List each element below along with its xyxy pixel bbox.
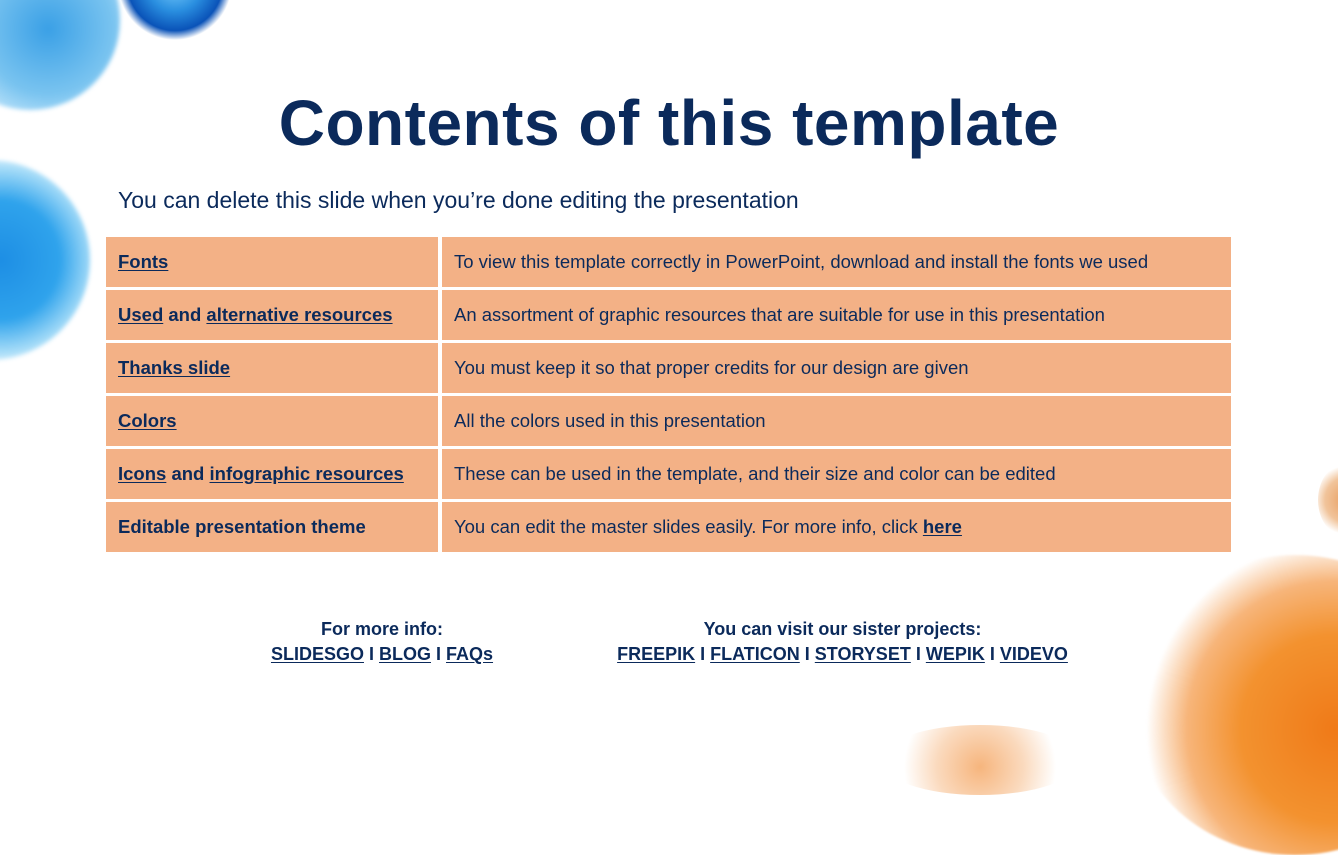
slidesgo-link[interactable]: SLIDESGO bbox=[270, 644, 364, 664]
row-title-cell bbox=[106, 290, 438, 340]
cell-text: You can edit the master slides easily. For more info, click bbox=[454, 516, 923, 537]
row-title-cell bbox=[106, 343, 438, 393]
footer-sister-projects-heading: You can visit our sister projects: bbox=[703, 619, 982, 639]
blog-link[interactable]: BLOG bbox=[379, 644, 431, 664]
table-row bbox=[106, 237, 1231, 287]
decorative-orange-blob-bottom bbox=[880, 725, 1080, 795]
icons-link[interactable]: Icons bbox=[118, 463, 167, 484]
link-separator: I bbox=[436, 644, 442, 664]
slide-title: Contents of this template bbox=[278, 87, 1060, 159]
here-link[interactable]: here bbox=[922, 516, 962, 537]
row-description-cell bbox=[442, 290, 1231, 340]
faqs-link[interactable]: FAQs bbox=[446, 644, 494, 664]
table-row bbox=[106, 396, 1231, 446]
cell-text: To view this template correctly in PowerPoint, download and install the fonts we used bbox=[454, 251, 1149, 272]
storyset-link[interactable]: STORYSET bbox=[814, 644, 911, 664]
slide-subtitle: You can delete this slide when you’re done editing the presentation bbox=[118, 187, 799, 213]
colors-link[interactable]: Colors bbox=[118, 410, 177, 431]
cell-text: and bbox=[163, 304, 207, 325]
decorative-orange-blob-bottom-right bbox=[1130, 555, 1338, 855]
wepik-link[interactable]: WEPIK bbox=[925, 644, 985, 664]
row-title-cell bbox=[106, 237, 438, 287]
link-separator: I bbox=[368, 644, 374, 664]
footer-more-info-links bbox=[262, 642, 502, 667]
table-row bbox=[106, 290, 1231, 340]
table-row bbox=[106, 502, 1231, 552]
alternative-resources-link[interactable]: alternative resources bbox=[206, 304, 393, 325]
infographic-resources-link[interactable]: infographic resources bbox=[209, 463, 404, 484]
row-description-cell bbox=[442, 502, 1231, 552]
cell-text: All the colors used in this presentation bbox=[454, 410, 766, 431]
table-row bbox=[106, 343, 1231, 393]
decorative-orange-blob-right bbox=[1318, 465, 1338, 535]
cell-text: Editable presentation theme bbox=[118, 516, 366, 537]
used-link[interactable]: Used bbox=[118, 304, 164, 325]
row-description-cell bbox=[442, 449, 1231, 499]
footer-more-info-heading: For more info: bbox=[321, 619, 443, 639]
footer-more-info bbox=[262, 617, 502, 667]
footer-sister-projects-links bbox=[590, 642, 1095, 667]
row-description-cell bbox=[442, 343, 1231, 393]
cell-text: You must keep it so that proper credits for our design are given bbox=[454, 357, 969, 378]
row-description-cell bbox=[442, 396, 1231, 446]
row-description-cell bbox=[442, 237, 1231, 287]
fonts-link[interactable]: Fonts bbox=[118, 251, 169, 272]
table-row bbox=[106, 449, 1231, 499]
freepik-link[interactable]: FREEPIK bbox=[617, 644, 696, 664]
link-separator: I bbox=[700, 644, 706, 664]
cell-text: An assortment of graphic resources that are suitable for use in this presentation bbox=[454, 304, 1105, 325]
link-separator: I bbox=[915, 644, 921, 664]
row-title-cell bbox=[106, 449, 438, 499]
row-title-cell bbox=[106, 396, 438, 446]
cell-text: These can be used in the template, and their size and color can be edited bbox=[454, 463, 1056, 484]
link-separator: I bbox=[804, 644, 810, 664]
decorative-blue-orb-top bbox=[120, 0, 230, 40]
videvo-link[interactable]: VIDEVO bbox=[999, 644, 1068, 664]
flaticon-link[interactable]: FLATICON bbox=[710, 644, 800, 664]
link-separator: I bbox=[989, 644, 995, 664]
footer-sister-projects bbox=[590, 617, 1095, 667]
contents-table bbox=[106, 237, 1231, 555]
decorative-blue-blob-left bbox=[0, 160, 90, 360]
cell-text: and bbox=[166, 463, 210, 484]
thanks-slide-link[interactable]: Thanks slide bbox=[118, 357, 231, 378]
row-title-cell bbox=[106, 502, 438, 552]
